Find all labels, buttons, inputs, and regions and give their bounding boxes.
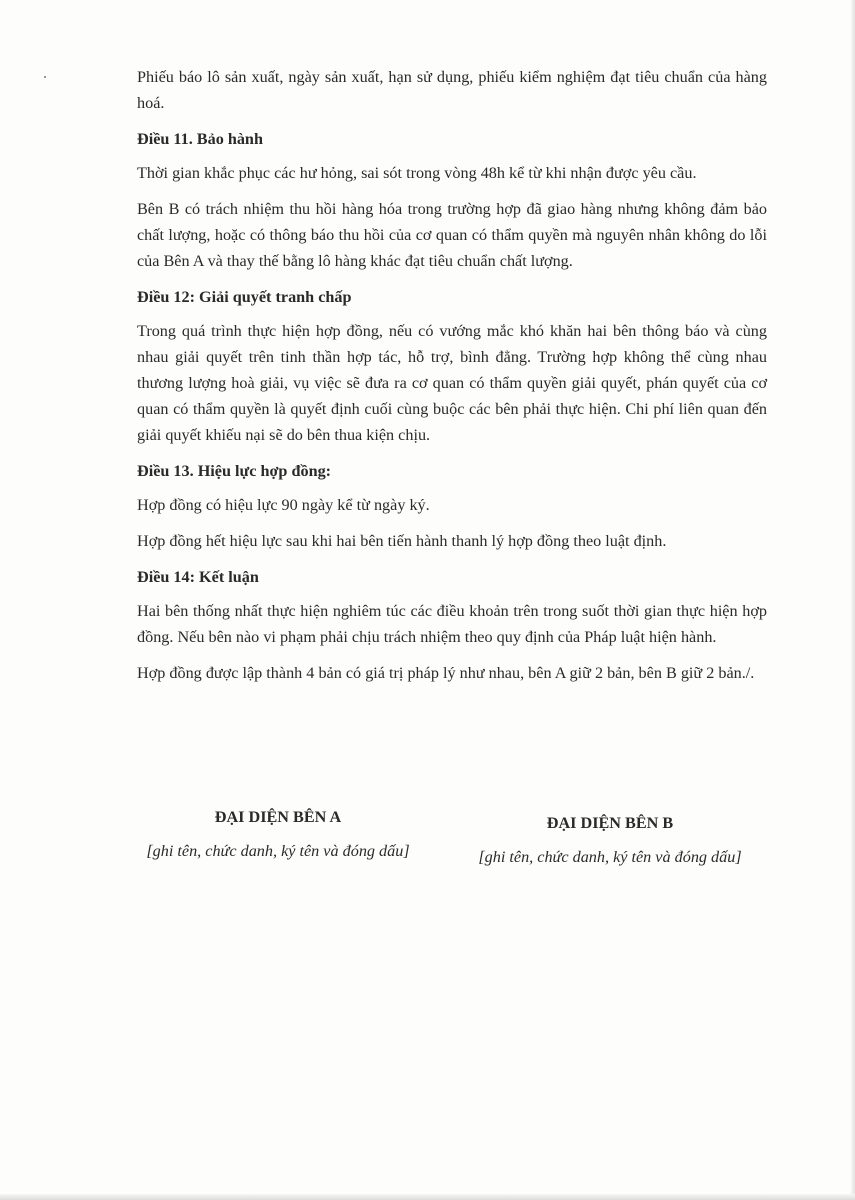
article-11-paragraph-2: Bên B có trách nhiệm thu hồi hàng hóa trong trường hợp đã giao hàng nhưng không đảm bảo chất lượng, hoặc có thông báo thu hồi của cơ quan có thẩm quyền mà nguyên nhân không do lỗi của Bên A và thay thế bằng lô hàng khác đạt tiêu chuẩn chất lượng. (137, 200, 767, 270)
article-11-paragraph-1: Thời gian khắc phục các hư hỏng, sai sót trong vòng 48h kể từ khi nhận được yêu cầu. (137, 164, 697, 182)
article-12-heading: Điều 12: Giải quyết tranh chấp (137, 288, 352, 306)
page-edge-shadow-right (851, 0, 855, 1200)
article-13-heading: Điều 13. Hiệu lực hợp đồng: (137, 462, 332, 480)
article-13-paragraph-2: Hợp đồng hết hiệu lực sau khi hai bên tiến hành thanh lý hợp đồng theo luật định. (137, 532, 667, 550)
paragraph-goods-documents: Phiếu báo lô sản xuất, ngày sản xuất, hạn sử dụng, phiếu kiểm nghiệm đạt tiêu chuẩn của hàng hoá. (137, 68, 767, 112)
article-13-paragraph-1: Hợp đồng có hiệu lực 90 ngày kể từ ngày ký. (137, 496, 430, 514)
party-a-note: [ghi tên, chức danh, ký tên và đóng dấu] (146, 842, 410, 860)
scan-speck (44, 76, 46, 78)
article-11-heading: Điều 11. Bảo hành (137, 130, 263, 148)
party-a-title: ĐẠI DIỆN BÊN A (214, 808, 342, 826)
party-b-title: ĐẠI DIỆN BÊN B (546, 814, 674, 832)
signature-party-b (450, 810, 770, 870)
party-b-note: [ghi tên, chức danh, ký tên và đóng dấu] (478, 848, 742, 866)
article-14-paragraph-1: Hai bên thống nhất thực hiện nghiêm túc các điều khoản trên trong suốt thời gian thực hiện hợp đồng. Nếu bên nào vi phạm phải chịu trách nhiệm theo quy định của Pháp luật hiện hành. (137, 602, 767, 646)
article-12-paragraph-1: Trong quá trình thực hiện hợp đồng, nếu có vướng mắc khó khăn hai bên thông báo và cùng nhau giải quyết trên tinh thần hợp tác, hỗ trợ, bình đẳng. Trường hợp không thể cùng nhau thương lượng hoà giải, vụ việc sẽ đưa ra cơ quan có thẩm quyền giải quyết, phán quyết của cơ quan có thẩm quyền là quyết định cuối cùng buộc các bên phải thực hiện. Chi phí liên quan đến giải quyết khiếu nại sẽ do bên thua kiện chịu. (137, 322, 767, 444)
page-edge-shadow-bottom (0, 1194, 855, 1200)
article-14-paragraph-2: Hợp đồng được lập thành 4 bản có giá trị pháp lý như nhau, bên A giữ 2 bản, bên B giữ 2 bản./. (137, 664, 755, 682)
document-body (137, 64, 767, 696)
signature-party-a (118, 804, 438, 864)
signature-block (0, 804, 855, 884)
article-14-heading: Điều 14: Kết luận (137, 568, 259, 586)
